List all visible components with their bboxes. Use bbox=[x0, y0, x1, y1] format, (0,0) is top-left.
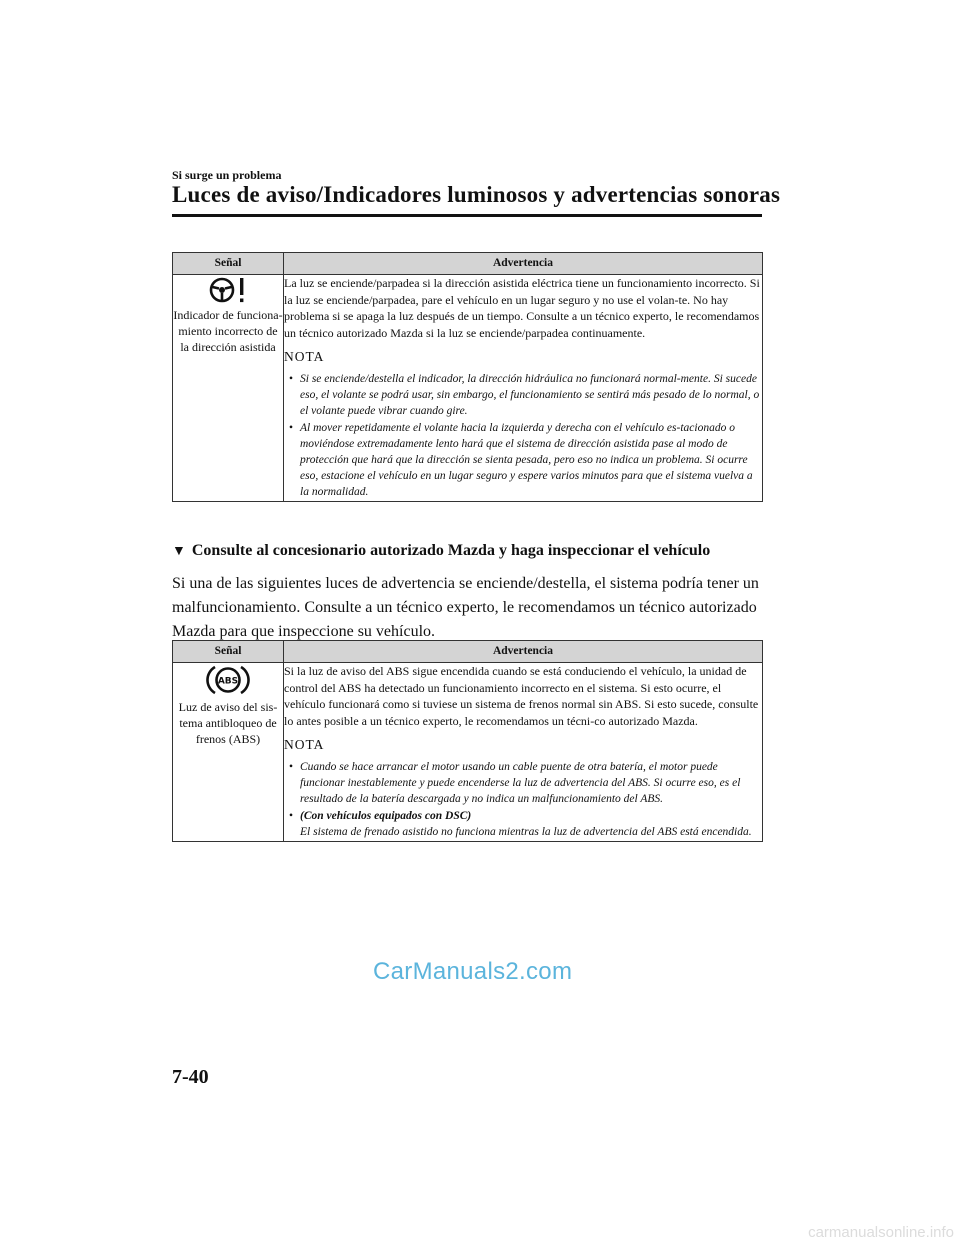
section-heading bbox=[172, 542, 710, 560]
page-title: Luces de aviso/Indicadores luminosos y advertencias sonoras bbox=[172, 182, 781, 207]
bullet: • bbox=[289, 760, 294, 773]
warning-table-1 bbox=[172, 252, 763, 502]
steering-warning-icon bbox=[207, 275, 249, 305]
title-rule bbox=[172, 214, 762, 217]
nota-item-text: El sistema de frenado asistido no funciona mientras la luz de advertencia del ABS está encendida. bbox=[300, 825, 752, 838]
nota-item-text: Al mover repetidamente el volante hacia la izquierda y derecha con el vehículo es-tacionado o moviéndose extremadamente lento hará que el sistema de dirección asistida pase al modo de protección que hará que la dirección se sienta pesada, pero eso no indica un problema. Si ocurre eso, estacione el vehículo en un lugar seguro y espere varios minutos para que el sistema vuelva a la normalidad. bbox=[300, 421, 753, 498]
nota-list bbox=[284, 371, 762, 500]
footer-watermark: carmanualsonline.info bbox=[808, 1224, 954, 1241]
signal-cell bbox=[173, 275, 284, 502]
col-header-signal: Señal bbox=[173, 641, 284, 663]
nota-list bbox=[284, 759, 762, 840]
list-item bbox=[284, 420, 762, 500]
col-header-signal: Señal bbox=[173, 253, 284, 275]
table-row bbox=[173, 663, 763, 842]
warning-cell bbox=[284, 275, 763, 502]
warning-table-2 bbox=[172, 640, 763, 842]
section-label: Si surge un problema bbox=[172, 168, 282, 182]
warning-text: Si la luz de aviso del ABS sigue encendida cuando se está conduciendo el vehículo, la unidad de control del ABS ha detectado un funcionamiento incorrecto en el sistema. Si esto ocurre, el vehículo funcionará como si tuviese un sistema de frenos normal sin ABS. Si esto sucede, consulte lo antes posible a un técnico experto, le recomendamos un técni-co autorizado Mazda. bbox=[284, 664, 759, 728]
triangle-down-icon: ▼ bbox=[172, 544, 186, 559]
body-paragraph: Si una de las siguientes luces de advertencia se enciende/destella, el sistema podría tener un malfuncionamiento. Consulte a un técnico experto, le recomendamos un técnico autorizado Mazda para que inspeccione su vehículo. bbox=[172, 575, 759, 640]
section-heading-text: Consulte al concesionario autorizado Mazda y haga inspeccionar el vehículo bbox=[191, 542, 711, 559]
table-header-row bbox=[173, 253, 763, 275]
list-item bbox=[284, 759, 762, 807]
nota-heading: NOTA bbox=[284, 349, 325, 364]
col-header-warning: Advertencia bbox=[284, 253, 763, 275]
signal-label: Luz de aviso del sis-tema antibloqueo de frenos (ABS) bbox=[178, 700, 278, 746]
list-item bbox=[284, 808, 762, 840]
nota-item-bold: (Con vehículos equipados con DSC) bbox=[300, 809, 472, 822]
bullet: • bbox=[289, 372, 294, 385]
bullet: • bbox=[289, 809, 294, 822]
nota-item-text: Si se enciende/destella el indicador, la dirección hidráulica no funcionará normal-mente. Si sucede eso, el volante se podrá usar, sin embargo, el funcionamiento se sentirá más pesado de lo normal, o el volante puede vibrar cuando gire. bbox=[300, 372, 760, 417]
nota-item-text: Cuando se hace arrancar el motor usando un cable puente de otra batería, el motor puede funcionar inestablemente y puede encenderse la luz de advertencia del ABS. Si ocurre eso, es el resultado de la batería descargada y no indica un malfuncionamiento del ABS. bbox=[300, 760, 741, 805]
warning-text: La luz se enciende/parpadea si la dirección asistida eléctrica tiene un funcionamiento incorrecto. Si la luz se enciende/parpadea, pare el vehículo en un lugar seguro y no use el volan-te. No hay problema si se apaga la luz después de un tiempo. Consulte a un técnico experto, le recomendamos un técnico autorizado Mazda si la luz se enciende/parpadea continuamente. bbox=[284, 276, 760, 340]
page-number: 7-40 bbox=[172, 1066, 209, 1088]
list-item bbox=[284, 371, 762, 419]
signal-label: Indicador de funciona-miento incorrecto de la dirección asistida bbox=[173, 308, 283, 354]
signal-cell bbox=[173, 663, 284, 842]
col-header-warning: Advertencia bbox=[284, 641, 763, 663]
table-row bbox=[173, 275, 763, 502]
abs-warning-icon bbox=[206, 663, 250, 697]
warning-cell bbox=[284, 663, 763, 842]
table-header-row bbox=[173, 641, 763, 663]
nota-heading: NOTA bbox=[284, 737, 325, 752]
bullet: • bbox=[289, 421, 294, 434]
abs-icon-text: ABS bbox=[217, 676, 239, 687]
watermark-link[interactable]: CarManuals2.com bbox=[373, 958, 573, 985]
